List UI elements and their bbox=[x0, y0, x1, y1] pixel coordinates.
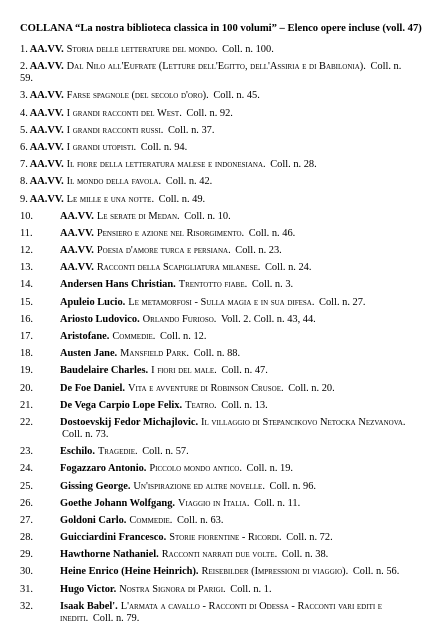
entry-author: AA.VV. bbox=[29, 141, 64, 153]
entry-number: 17. bbox=[20, 331, 33, 342]
entry-collection-number: Coll. n. 10. bbox=[184, 210, 231, 222]
list-item bbox=[20, 601, 406, 625]
entry-collection-number: Voll. 2. Coll. n. 43, 44. bbox=[220, 313, 316, 325]
entry-title: Commedie. bbox=[112, 331, 156, 342]
entry-number: 20. bbox=[20, 382, 33, 394]
entry-collection-number: Coll. n. 37. bbox=[167, 124, 215, 136]
entry-number: 26. bbox=[20, 497, 33, 509]
entry-title: Racconti della Scapigliatura milanese. bbox=[96, 262, 261, 274]
entry-number: 7. bbox=[20, 159, 28, 171]
entry-number: 24. bbox=[20, 463, 33, 475]
entry-author: Ariosto Ludovico. bbox=[60, 313, 140, 325]
entry-title: Racconti narrati due volte. bbox=[161, 549, 278, 561]
entry-collection-number: Coll. n. 27. bbox=[319, 296, 366, 308]
entry-title: Mansfield Park. bbox=[120, 348, 189, 360]
entry-author: Dostoevskij Fedor Michajlovic. bbox=[60, 416, 199, 428]
page-title: COLLANA “La nostra biblioteca classica in 100 volumi” – Elenco opere incluse (voll. 47) bbox=[20, 23, 422, 34]
entry-number: 25. bbox=[20, 480, 33, 492]
entry-number: 16. bbox=[20, 313, 33, 325]
entry-number: 14. bbox=[20, 279, 33, 291]
list-item bbox=[20, 566, 406, 578]
entry-number: 23. bbox=[20, 446, 33, 458]
list-item bbox=[20, 176, 406, 188]
entry-title: Le metamorfosi - Sulla magia e in sua difesa. bbox=[128, 296, 315, 308]
entry-number: 18. bbox=[20, 348, 33, 360]
entry-author: Goldoni Carlo. bbox=[60, 514, 127, 526]
list-item bbox=[20, 515, 406, 527]
entry-title: Piccolo mondo antico. bbox=[149, 463, 242, 475]
entry-title: Trentotto fiabe. bbox=[178, 279, 248, 291]
entry-author: AA.VV. bbox=[60, 210, 94, 222]
entry-author: Isaak Babel'. bbox=[60, 600, 118, 612]
entry-author: AA.VV. bbox=[60, 227, 94, 239]
entry-number: 22. bbox=[20, 416, 33, 428]
list-item bbox=[20, 348, 406, 360]
entry-collection-number: Coll. n. 12. bbox=[159, 331, 207, 342]
list-item bbox=[20, 108, 406, 120]
entry-author: Heine Enrico (Heine Heinrich). bbox=[60, 566, 199, 578]
entry-author: De Vega Carpio Lope Felix. bbox=[60, 399, 183, 411]
entry-collection-number: Coll. n. 57. bbox=[142, 446, 189, 458]
entry-number: 1. bbox=[20, 44, 28, 55]
entry-collection-number: Coll. n. 28. bbox=[270, 159, 317, 171]
entry-collection-number: Coll. n. 47. bbox=[221, 365, 268, 377]
entry-title: Pensiero e azione nel Risorgimento. bbox=[96, 227, 245, 239]
entry-title: Le mille e una notte. bbox=[66, 193, 155, 205]
entry-title: Poesia d'amore turca e persiana. bbox=[96, 245, 231, 257]
list-item bbox=[20, 446, 406, 458]
entry-number: 31. bbox=[20, 583, 33, 595]
entry-number: 11. bbox=[20, 227, 33, 239]
entry-number: 10. bbox=[20, 210, 33, 222]
list-item bbox=[20, 262, 406, 274]
entry-author: Hugo Victor. bbox=[60, 583, 117, 595]
entry-title: Reisebilder (Impressioni di viaggio). bbox=[201, 566, 349, 578]
entry-collection-number: Coll. n. 11. bbox=[254, 497, 301, 509]
list-item bbox=[20, 228, 406, 240]
entry-collection-number: Coll. n. 23. bbox=[235, 245, 282, 257]
entry-title: Commedie. bbox=[129, 514, 173, 526]
entry-author: AA.VV. bbox=[29, 61, 64, 73]
entry-number: 21. bbox=[20, 399, 33, 411]
entry-number: 32. bbox=[20, 600, 33, 612]
entry-title: Farse spagnole (del secolo d'oro). bbox=[66, 90, 209, 102]
entry-title: Orlando Furioso. bbox=[142, 313, 217, 325]
list-item bbox=[20, 314, 406, 326]
entry-author: AA.VV. bbox=[29, 193, 64, 205]
entry-author: Goethe Johann Wolfgang. bbox=[60, 497, 175, 509]
entry-title: Il mondo della favola. bbox=[66, 176, 162, 188]
list-item bbox=[20, 532, 406, 544]
list-item bbox=[20, 400, 406, 412]
list-item bbox=[20, 159, 406, 171]
list-item bbox=[20, 125, 406, 137]
entry-collection-number: Coll. n. 59. bbox=[20, 61, 402, 85]
entry-collection-number: Coll. n. 3. bbox=[251, 279, 294, 291]
entry-author: AA.VV. bbox=[60, 262, 94, 274]
list-item bbox=[20, 331, 406, 343]
entry-title: I grandi racconti del West. bbox=[66, 107, 182, 119]
entry-collection-number: Coll. n. 20. bbox=[288, 382, 335, 394]
list-item bbox=[20, 463, 406, 475]
entry-title: Le serate di Medan. bbox=[96, 210, 180, 222]
entry-title: I fiori del male. bbox=[151, 365, 217, 377]
list-item bbox=[20, 279, 406, 291]
entry-number: 19. bbox=[20, 365, 33, 377]
entry-number: 27. bbox=[20, 514, 33, 526]
entry-title: Il fiore della letteratura malese e indonesiana. bbox=[66, 159, 266, 171]
list-item bbox=[20, 211, 406, 223]
entry-author: De Foe Daniel. bbox=[60, 382, 125, 394]
list-item bbox=[20, 549, 406, 561]
entry-title: Teatro. bbox=[185, 399, 217, 411]
entry-collection-number: Coll. n. 73. bbox=[62, 428, 109, 440]
entry-number: 28. bbox=[20, 532, 33, 544]
entry-title: Vita e avventure di Robinson Crusoe. bbox=[127, 382, 284, 394]
entry-title: Dal Nilo all'Eufrate (Letture dell'Egitto, dell'Assiria e di Babilonia). bbox=[66, 61, 366, 73]
entry-number: 15. bbox=[20, 296, 33, 308]
entry-title: L'armata a cavallo - Racconti di Odessa - Racconti vari editi e inediti. bbox=[60, 600, 383, 624]
entry-title: Storie fiorentine - Ricordi. bbox=[169, 532, 282, 544]
entry-author: Andersen Hans Christian. bbox=[60, 279, 176, 291]
list-item bbox=[20, 417, 406, 441]
entry-number: 2. bbox=[20, 61, 28, 73]
list-item bbox=[20, 297, 406, 309]
entry-number: 30. bbox=[20, 566, 33, 578]
entry-author: AA.VV. bbox=[60, 245, 94, 257]
entry-collection-number: Coll. n. 13. bbox=[221, 399, 268, 411]
entry-author: AA.VV. bbox=[29, 176, 64, 188]
entry-author: AA.VV. bbox=[29, 124, 64, 136]
entry-author: AA.VV. bbox=[29, 44, 64, 55]
entry-title: Storia delle letterature del mondo. bbox=[66, 44, 218, 55]
entry-number: 6. bbox=[20, 141, 28, 153]
list-item bbox=[20, 90, 406, 102]
entry-author: Aristofane. bbox=[60, 331, 110, 342]
entry-collection-number: Coll. n. 92. bbox=[186, 107, 233, 119]
entry-author: Baudelaire Charles. bbox=[60, 365, 149, 377]
entry-title: I grandi racconti russi. bbox=[66, 124, 164, 136]
entry-collection-number: Coll. n. 96. bbox=[269, 480, 317, 492]
list-item bbox=[20, 44, 406, 56]
list-item bbox=[20, 481, 406, 493]
entry-title: Un'ispirazione ed altre novelle. bbox=[133, 480, 265, 492]
list-item bbox=[20, 245, 406, 257]
entry-author: AA.VV. bbox=[29, 107, 64, 119]
entry-title: Tragedie. bbox=[97, 446, 138, 458]
list-item bbox=[20, 365, 406, 377]
entry-title: Nostra Signora di Parigi. bbox=[119, 583, 226, 595]
entry-title: Viaggio in Italia. bbox=[178, 497, 250, 509]
entry-collection-number: Coll. n. 100. bbox=[222, 44, 274, 55]
entry-title: Il villaggio di Stepancikovo Netocka Nezvanova. bbox=[201, 416, 406, 428]
entry-list bbox=[20, 44, 406, 625]
entry-author: AA.VV. bbox=[29, 90, 64, 102]
entry-author: Eschilo. bbox=[60, 446, 95, 458]
entry-collection-number: Coll. n. 42. bbox=[165, 176, 213, 188]
entry-author: Guicciardini Francesco. bbox=[60, 532, 167, 544]
entry-collection-number: Coll. n. 46. bbox=[248, 227, 296, 239]
entry-collection-number: Coll. n. 45. bbox=[213, 90, 260, 102]
list-item bbox=[20, 584, 406, 596]
entry-number: 9. bbox=[20, 193, 28, 205]
entry-collection-number: Coll. n. 63. bbox=[177, 514, 224, 526]
entry-collection-number: Coll. n. 88. bbox=[193, 348, 241, 360]
entry-collection-number: Coll. n. 72. bbox=[286, 532, 333, 544]
entry-collection-number: Coll. n. 1. bbox=[230, 583, 272, 595]
entry-author: Austen Jane. bbox=[60, 348, 118, 360]
list-item bbox=[20, 61, 406, 85]
entry-collection-number: Coll. n. 38. bbox=[281, 549, 329, 561]
entry-number: 12. bbox=[20, 245, 33, 257]
entry-author: Apuleio Lucio. bbox=[60, 296, 126, 308]
entry-author: Hawthorne Nathaniel. bbox=[60, 549, 159, 561]
entry-number: 8. bbox=[20, 176, 28, 188]
entry-number: 13. bbox=[20, 262, 33, 274]
entry-number: 5. bbox=[20, 124, 28, 136]
entry-collection-number: Coll. n. 56. bbox=[352, 566, 400, 578]
entry-number: 4. bbox=[20, 107, 28, 119]
entry-author: Gissing George. bbox=[60, 480, 131, 492]
entry-collection-number: Coll. n. 49. bbox=[158, 193, 206, 205]
entry-collection-number: Coll. n. 79. bbox=[92, 612, 140, 624]
entry-author: Fogazzaro Antonio. bbox=[60, 463, 147, 475]
entry-number: 29. bbox=[20, 549, 33, 561]
list-item bbox=[20, 142, 406, 154]
list-item bbox=[20, 194, 406, 206]
entry-number: 3. bbox=[20, 90, 28, 102]
entry-collection-number: Coll. n. 19. bbox=[246, 463, 294, 475]
entry-collection-number: Coll. n. 24. bbox=[264, 262, 312, 274]
entry-collection-number: Coll. n. 94. bbox=[140, 141, 188, 153]
entry-author: AA.VV. bbox=[29, 159, 64, 171]
list-item bbox=[20, 383, 406, 395]
entry-title: I grandi utopisti. bbox=[66, 141, 137, 153]
list-item bbox=[20, 498, 406, 510]
